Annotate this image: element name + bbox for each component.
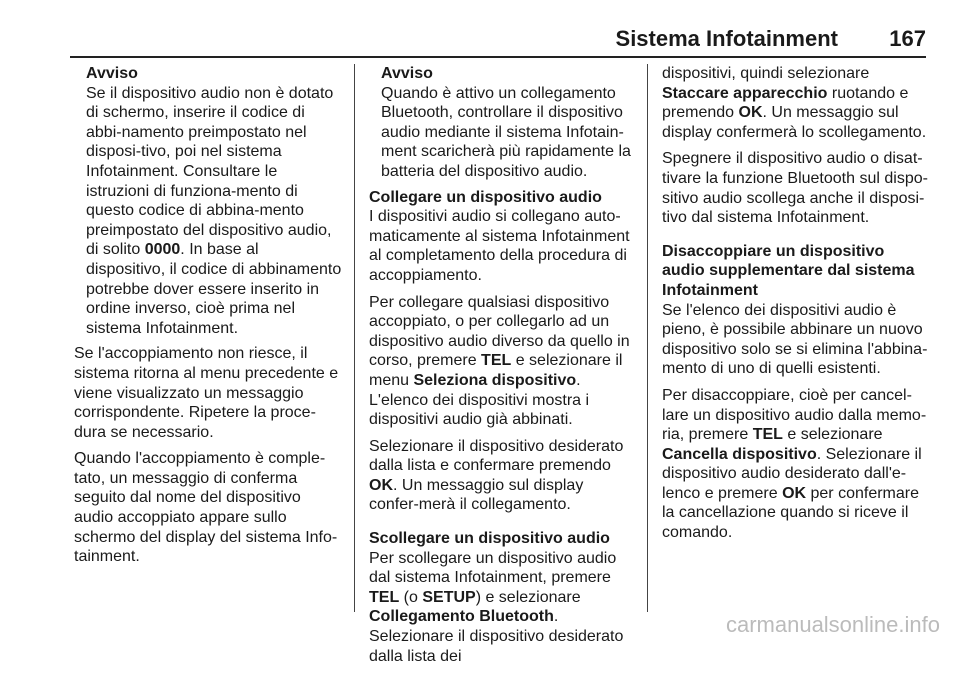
note-box xyxy=(369,64,633,182)
paragraph: dispositivi, quindi selezionare Staccare apparecchio ruotando e premendo OK. Un messaggio sul display confermerà lo scollegamento. xyxy=(662,65,927,141)
page-title: Sistema Infotainment xyxy=(615,26,838,51)
paragraph: Per scollegare un dispositivo audio dal sistema Infotainment, premere TEL (o SETUP) e selezionare Collegamento Bluetooth. Selezionare il dispositivo desiderato dalla lista dei xyxy=(369,549,624,665)
section-heading: Disaccoppiare un dispositivo audio supplementare dal sistema Infotainment xyxy=(662,242,915,299)
note-heading: Avviso xyxy=(381,65,433,82)
note-text: Quando è attivo un collegamento Bluetooth, controllare il dispositivo audio mediante il sistema Infotain-ment scaricherà più rapidamente la batteria del dispositivo audio. xyxy=(381,84,631,180)
note-heading: Avviso xyxy=(86,65,138,82)
page-header xyxy=(70,26,926,58)
page-number: 167 xyxy=(889,26,926,51)
section-heading: Collegare un dispositivo audio xyxy=(369,188,602,206)
paragraph: I dispositivi audio si collegano auto-maticamente al sistema Infotainment al completamento della procedura di accoppiamento. xyxy=(369,208,630,284)
note-box xyxy=(74,64,342,338)
column-2 xyxy=(369,64,633,673)
paragraph: Se l'elenco dei dispositivi audio è pieno, è possibile abbinare un nuovo dispositivo solo se si elimina l'abbina-mento di uno di quelli esistenti. xyxy=(662,301,928,378)
column-divider-2 xyxy=(647,64,648,612)
watermark: carmanualsonline.info xyxy=(725,612,940,637)
paragraph: Per disaccoppiare, cioè per cancel-lare un dispositivo audio dalla memo-ria, premere TEL e selezionare Cancella dispositivo. Selezionare il dispositivo audio desiderato dall'e-lenco e premere OK per confermare la cancellazione quando si riceve il comando. xyxy=(662,386,927,542)
paragraph: Per collegare qualsiasi dispositivo accoppiato, o per collegarlo ad un dispositivo audio diverso da quello in corso, premere TEL e selezionare il menu Seleziona dispositivo. L'elenco dei dispositivi mostra i dispositivi audio già abbinati. xyxy=(369,293,630,429)
note-text: Se il dispositivo audio non è dotato di schermo, inserire il codice di abbi-namento preimpostato nel disposi-tivo, poi nel sistema Infotainment. Consultare le istruzioni di funziona-mento di questo codice di abbina-mento preimpostato del dispositivo audio, di solito 0000. In base al dispositivo, il codice di abbinamento potrebbe dover essere inserito in ordine inverso, cioè prima nel sistema Infotainment. xyxy=(86,84,342,337)
paragraph: Spegnere il dispositivo audio o disat-tivare la funzione Bluetooth sul dispo-sitivo audio scollega anche il disposi-tivo dal sistema Infotainment. xyxy=(662,150,928,227)
section-heading: Scollegare un dispositivo audio xyxy=(369,530,610,548)
column-3 xyxy=(662,64,928,550)
column-1 xyxy=(74,64,342,574)
paragraph: Quando l'accoppiamento è comple-tato, un messaggio di conferma seguito dal nome del dispositivo audio accoppiato appare sullo schermo del display del sistema Info-tainment. xyxy=(74,450,338,566)
column-divider-1 xyxy=(354,64,355,612)
paragraph: Se l'accoppiamento non riesce, il sistema ritorna al menu precedente e viene visualizzato un messaggio corrispondente. Ripetere la proce-dura se necessario. xyxy=(74,345,339,441)
paragraph: Selezionare il dispositivo desiderato dalla lista e confermare premendo OK. Un messaggio sul display confer-merà il collegamento. xyxy=(369,437,624,514)
